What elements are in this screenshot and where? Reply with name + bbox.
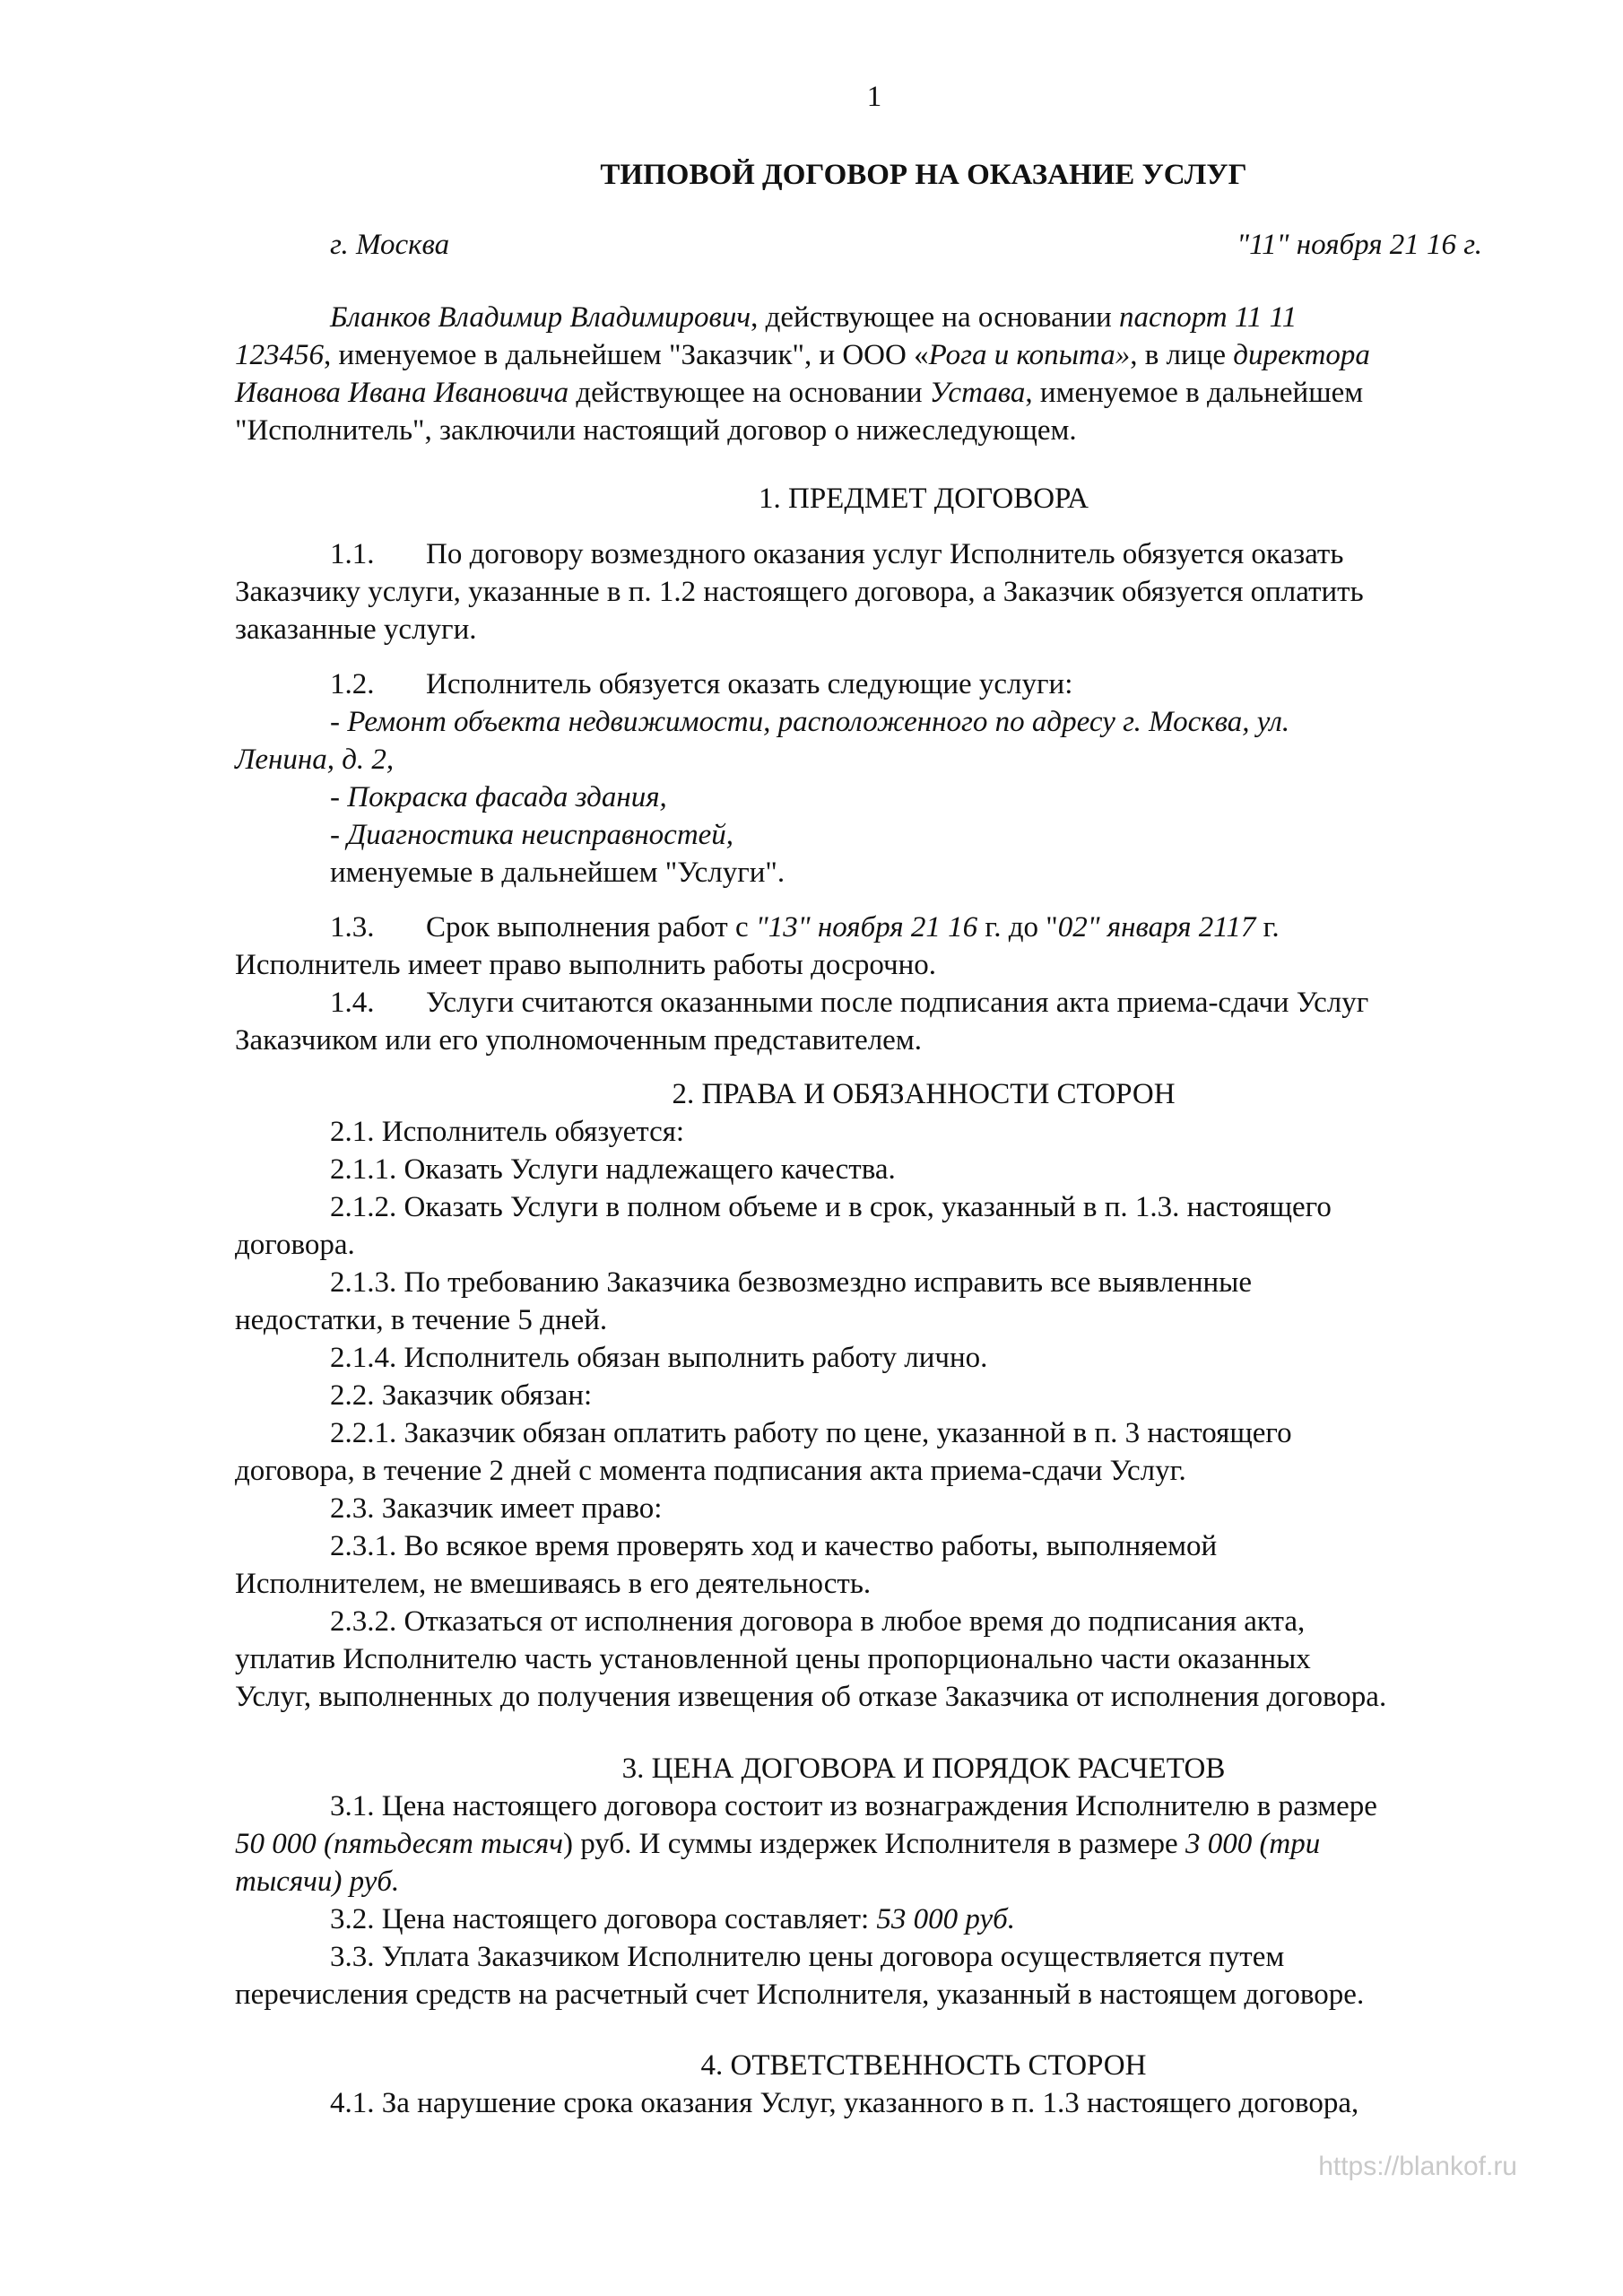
service-item-2: - Покраска фасада здания,	[330, 781, 667, 813]
director-position: директора	[1233, 339, 1370, 371]
clause-2-3-1-line-2: Исполнителем, не вмешиваясь в его деятельность.	[235, 1568, 872, 1600]
clause-3-1-line-3: тысячи) руб.	[235, 1866, 400, 1898]
clause-1-3-line-2: Исполнитель имеет право выполнить работы досрочно.	[235, 949, 936, 981]
clause-2-1-2-line-1: 2.1.2. Оказать Услуги в полном объеме и в срок, указанный в п. 1.3. настоящего	[330, 1191, 1332, 1223]
costs-amount: 3 000 (три	[1185, 1828, 1321, 1860]
clause-2-2-1-line-1: 2.2.1. Заказчик обязан оплатить работу по цене, указанной в п. 3 настоящего	[330, 1417, 1292, 1449]
city: г. Москва	[330, 229, 450, 261]
clause-1-3-line-1: 1.3. Срок выполнения работ с "13" ноября 21 16 г. до "02" января 2117 г.	[330, 911, 1280, 944]
service-item-3: - Диагностика неисправностей,	[330, 819, 734, 851]
clause-2-3: 2.3. Заказчик имеет право:	[330, 1492, 663, 1525]
contract-date: "11" ноября 21 16 г.	[1237, 229, 1482, 261]
preamble-line-2: 123456, именуемое в дальнейшем "Заказчик", и ООО «Рога и копыта», в лице директора	[235, 339, 1370, 371]
watermark-url: https://blankof.ru	[1318, 2152, 1517, 2181]
customer-name: Бланков Владимир Владимирович	[330, 301, 751, 334]
services-definition: именуемые в дальнейшем "Услуги".	[330, 857, 785, 889]
section-1-heading: 1. ПРЕДМЕТ ДОГОВОРА	[759, 483, 1089, 515]
service-item-1-cont: Ленина, д. 2,	[235, 744, 395, 776]
clause-3-1-line-2: 50 000 (пятьдесят тысяч) руб. И суммы издержек Исполнителя в размере 3 000 (три	[235, 1828, 1321, 1860]
clause-2-1-3-line-1: 2.1.3. По требованию Заказчика безвозмездно исправить все выявленные	[330, 1266, 1252, 1299]
preamble-line-4: "Исполнитель", заключили настоящий договор о нижеследующем.	[235, 414, 1077, 447]
clause-2-2: 2.2. Заказчик обязан:	[330, 1379, 593, 1412]
clause-3-3-line-2: перечисления средств на расчетный счет Исполнителя, указанный в настоящем договоре.	[235, 1979, 1365, 2011]
clause-2-3-2-line-3: Услуг, выполненных до получения извещения об отказе Заказчика от исполнения договора.	[235, 1681, 1387, 1713]
end-date: 02" января 2117	[1057, 911, 1256, 944]
preamble-line-3: Иванова Ивана Ивановича действующее на основании Устава, именуемое в дальнейшем	[235, 377, 1364, 409]
clause-2-3-2-line-2: уплатив Исполнителю часть установленной цены пропорционально части оказанных	[235, 1643, 1311, 1675]
company-name: Рога и копыта»	[928, 339, 1131, 371]
section-2-heading: 2. ПРАВА И ОБЯЗАННОСТИ СТОРОН	[672, 1078, 1176, 1110]
clause-2-3-2-line-1: 2.3.2. Отказаться от исполнения договора в любое время до подписания акта,	[330, 1605, 1306, 1638]
clause-1-4-line-1: 1.4. Услуги считаются оказанными после подписания акта приема-сдачи Услуг	[330, 987, 1369, 1019]
clause-2-1-1: 2.1.1. Оказать Услуги надлежащего качества.	[330, 1153, 896, 1186]
clause-2-1: 2.1. Исполнитель обязуется:	[330, 1116, 685, 1148]
clause-2-2-1-line-2: договора, в течение 2 дней с момента подписания акта приема-сдачи Услуг.	[235, 1455, 1186, 1487]
clause-2-3-1-line-1: 2.3.1. Во всякое время проверять ход и качество работы, выполняемой	[330, 1530, 1218, 1562]
director-name: Иванова Ивана Ивановича	[235, 377, 569, 409]
basis-document: Устава	[929, 377, 1026, 409]
service-item-1: - Ремонт объекта недвижимости, расположенного по адресу г. Москва, ул.	[330, 706, 1290, 738]
section-3-heading: 3. ЦЕНА ДОГОВОРА И ПОРЯДОК РАСЧЕТОВ	[621, 1752, 1226, 1785]
clause-1-2-line-1: 1.2. Исполнитель обязуется оказать следующие услуги:	[330, 668, 1073, 700]
clause-2-1-4: 2.1.4. Исполнитель обязан выполнить работу лично.	[330, 1342, 988, 1374]
clause-3-1-line-1: 3.1. Цена настоящего договора состоит из вознаграждения Исполнителю в размере	[330, 1790, 1377, 1822]
section-4-heading: 4. ОТВЕТСТВЕННОСТЬ СТОРОН	[700, 2049, 1147, 2082]
start-date: "13" ноября 21 16	[755, 911, 978, 944]
clause-1-1-line-3: заказанные услуги.	[235, 613, 477, 646]
page-number: 1	[866, 81, 882, 113]
clause-2-1-2-line-2: договора.	[235, 1229, 355, 1261]
preamble-line-1: Бланков Владимир Владимирович, действующее на основании паспорт 11 11	[330, 301, 1298, 334]
passport-number: 123456	[235, 339, 324, 371]
fee-amount: 50 000 (пятьдесят тысяч	[235, 1828, 563, 1860]
clause-2-1-3-line-2: недостатки, в течение 5 дней.	[235, 1304, 608, 1336]
clause-4-1-line-1: 4.1. За нарушение срока оказания Услуг, указанного в п. 1.3 настоящего договора,	[330, 2087, 1359, 2119]
document-title: ТИПОВОЙ ДОГОВОР НА ОКАЗАНИЕ УСЛУГ	[600, 159, 1247, 191]
clause-3-2: 3.2. Цена настоящего договора составляет: 53 000 руб.	[330, 1903, 1015, 1935]
clause-1-4-line-2: Заказчиком или его уполномоченным представителем.	[235, 1024, 922, 1057]
clause-1-1-line-2: Заказчику услуги, указанные в п. 1.2 настоящего договора, а Заказчик обязуется оплатить	[235, 576, 1364, 608]
clause-3-3-line-1: 3.3. Уплата Заказчиком Исполнителю цены договора осуществляется путем	[330, 1941, 1285, 1973]
clause-1-1-line-1: 1.1. По договору возмездного оказания услуг Исполнитель обязуется оказать	[330, 538, 1344, 570]
total-price: 53 000 руб.	[876, 1903, 1015, 1935]
passport: паспорт 11 11	[1119, 301, 1298, 334]
